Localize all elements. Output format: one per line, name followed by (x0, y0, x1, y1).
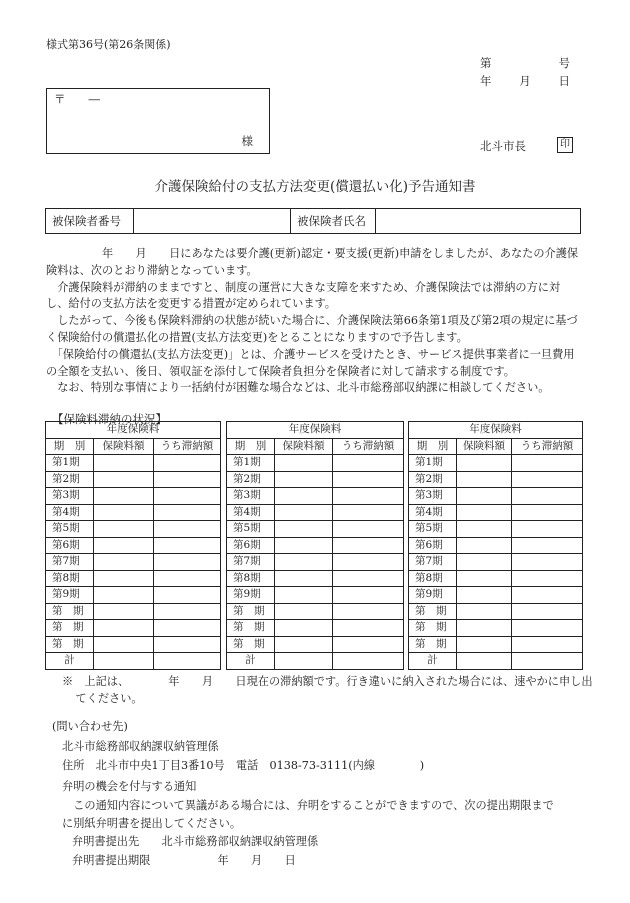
arrears-amount-cell (512, 620, 583, 637)
arrears-amount-cell (154, 636, 221, 653)
premium-amount-cell (94, 471, 154, 488)
recipient-suffix: 様 (241, 134, 253, 148)
period-label: 第3期 (409, 488, 457, 505)
table-row (409, 521, 583, 538)
premium-total-cell (457, 653, 512, 670)
period-label: 第5期 (409, 521, 457, 538)
table-row (409, 636, 583, 653)
premium-amount-cell (457, 504, 512, 521)
period-label: 第 期 (227, 636, 275, 653)
premium-amount-cell (457, 603, 512, 620)
premium-amount-cell (94, 537, 154, 554)
table-row (227, 603, 404, 620)
arrears-amount-cell (512, 603, 583, 620)
recipient-address-box (46, 88, 270, 154)
period-label: 第6期 (227, 537, 275, 554)
table-row (46, 471, 221, 488)
total-label: 計 (409, 653, 457, 670)
postal-code-mark: 〒 ― (54, 92, 100, 106)
period-column-header: 期 別 (227, 438, 275, 455)
arrears-amount-cell (512, 504, 583, 521)
premium-amount-cell (457, 620, 512, 637)
insured-number-label: 被保険者番号 (46, 209, 134, 234)
arrears-amount-cell (512, 455, 583, 472)
arrears-total-cell (512, 653, 583, 670)
table-row (227, 636, 404, 653)
doc-number-prefix: 第 (480, 56, 492, 70)
table-row (46, 537, 221, 554)
period-label: 第8期 (46, 570, 94, 587)
arrears-table-3 (408, 421, 583, 670)
form-number: 様式第36号(第26条関係) (46, 38, 171, 51)
arrears-note: ※ 上記は、 年 月 日現在の滞納額です。行き違いに納入された場合には、速やかに申し出てください。 (62, 675, 593, 705)
premium-amount-cell (275, 570, 333, 587)
premium-amount-cell (94, 521, 154, 538)
table-row (227, 620, 404, 637)
arrears-amount-cell (512, 521, 583, 538)
total-label: 計 (46, 653, 94, 670)
period-label: 第8期 (227, 570, 275, 587)
period-label: 第6期 (409, 537, 457, 554)
insured-name-label: 被保険者氏名 (291, 209, 376, 234)
table-header-row (227, 438, 404, 455)
submission-office: 弁明書提出先 北斗市総務部収納課収納管理係 (72, 835, 319, 848)
premium-total-cell (275, 653, 333, 670)
premium-amount-cell (275, 455, 333, 472)
table-total-row (409, 653, 583, 670)
period-label: 第 期 (409, 603, 457, 620)
doc-number-suffix: 号 (558, 56, 570, 70)
date-year: 年 (480, 74, 492, 88)
premium-amount-cell (94, 488, 154, 505)
table-row (227, 570, 404, 587)
period-label: 第8期 (409, 570, 457, 587)
period-label: 第9期 (227, 587, 275, 604)
premium-amount-cell (457, 570, 512, 587)
premium-amount-cell (94, 620, 154, 637)
premium-amount-cell (457, 471, 512, 488)
hearing-heading: 弁明の機会を付与する通知 (62, 780, 197, 793)
table-row (409, 471, 583, 488)
arrears-amount-cell (333, 488, 404, 505)
fiscal-year-header: 年度保険料 (46, 422, 221, 439)
document-title: 介護保険給付の支払方法変更(償還払い化)予告通知書 (154, 179, 476, 195)
arrears-amount-cell (333, 504, 404, 521)
insured-number-value (134, 209, 291, 234)
period-label: 第3期 (227, 488, 275, 505)
premium-amount-cell (94, 603, 154, 620)
table-row (409, 455, 583, 472)
hearing-text-line2: に別紙弁明書を提出してください。 (62, 817, 242, 830)
table-header-row (46, 422, 221, 439)
arrears-amount-cell (333, 455, 404, 472)
arrears-amount-cell (512, 488, 583, 505)
arrears-amount-cell (333, 603, 404, 620)
premium-amount-cell (457, 488, 512, 505)
premium-amount-cell (275, 488, 333, 505)
table-row (409, 537, 583, 554)
body-paragraph: 介護保険料が滞納のままですと、制度の運営に大きな支障を来すため、介護保険法では滞納の方に対し、給付の支払方法を変更する措置が定められています。 (46, 280, 561, 311)
table-header-row (227, 422, 404, 439)
premium-amount-cell (275, 554, 333, 571)
premium-amount-cell (275, 537, 333, 554)
period-label: 第 期 (46, 636, 94, 653)
premium-amount-cell (275, 504, 333, 521)
arrears-amount-cell (154, 504, 221, 521)
table-row (46, 620, 221, 637)
contact-office: 北斗市総務部収納課収納管理係 (62, 740, 219, 753)
premium-column-header: 保険料額 (94, 438, 154, 455)
arrears-status-heading: 【保険料滞納の状況】 (52, 412, 167, 426)
period-label: 第7期 (227, 554, 275, 571)
arrears-amount-cell (154, 471, 221, 488)
table-row (46, 455, 221, 472)
arrears-amount-cell (333, 521, 404, 538)
table-header-row (409, 438, 583, 455)
arrears-amount-cell (333, 471, 404, 488)
premium-amount-cell (275, 521, 333, 538)
arrears-amount-cell (154, 620, 221, 637)
arrears-column-header: うち滞納額 (154, 438, 221, 455)
arrears-amount-cell (154, 488, 221, 505)
period-label: 第 期 (409, 636, 457, 653)
premium-amount-cell (275, 636, 333, 653)
arrears-table-1 (45, 421, 221, 670)
premium-amount-cell (457, 587, 512, 604)
table-row (227, 455, 404, 472)
period-label: 第4期 (46, 504, 94, 521)
body-paragraph: 「保険給付の償還払(支払方法変更)」とは、介護サービスを受けたとき、サービス提供事業者に一旦費用の全額を支払い、後日、領収証を添付して保険者負担分を保険者に対して請求する制度です。 (46, 347, 575, 378)
period-label: 第7期 (409, 554, 457, 571)
table-row (46, 488, 221, 505)
table-header-row (409, 422, 583, 439)
period-label: 第4期 (409, 504, 457, 521)
period-label: 第 期 (46, 620, 94, 637)
period-label: 第2期 (409, 471, 457, 488)
arrears-amount-cell (512, 471, 583, 488)
arrears-amount-cell (333, 620, 404, 637)
premium-amount-cell (94, 570, 154, 587)
period-label: 第1期 (46, 455, 94, 472)
arrears-amount-cell (333, 537, 404, 554)
insured-name-value (376, 209, 581, 234)
premium-amount-cell (275, 620, 333, 637)
submission-deadline: 弁明書提出期限 年 月 日 (72, 854, 296, 867)
arrears-amount-cell (512, 570, 583, 587)
period-label: 第5期 (227, 521, 275, 538)
premium-amount-cell (457, 554, 512, 571)
premium-amount-cell (94, 636, 154, 653)
table-row (409, 488, 583, 505)
hearing-text-line1: この通知内容について異議がある場合には、弁明をすることができますので、次の提出期限まで (62, 799, 554, 812)
table-row (46, 570, 221, 587)
table-total-row (46, 653, 221, 670)
premium-total-cell (94, 653, 154, 670)
period-label: 第 期 (409, 620, 457, 637)
period-label: 第7期 (46, 554, 94, 571)
official-seal: 印 (557, 137, 573, 153)
premium-amount-cell (94, 455, 154, 472)
arrears-amount-cell (154, 521, 221, 538)
period-label: 第9期 (46, 587, 94, 604)
table-row (46, 521, 221, 538)
arrears-total-cell (333, 653, 404, 670)
date-month: 月 (519, 74, 531, 88)
arrears-amount-cell (154, 537, 221, 554)
arrears-amount-cell (512, 636, 583, 653)
period-label: 第3期 (46, 488, 94, 505)
body-paragraph: したがって、今後も保険料滞納の状態が続いた場合に、介護保険法第66条第1項及び第2項の規定に基づく保険給付の償還払化の措置(支払方法変更)をとることになりますので予告します。 (46, 314, 578, 344)
table-row (409, 603, 583, 620)
table-row (409, 504, 583, 521)
period-label: 第 期 (227, 603, 275, 620)
arrears-amount-cell (154, 603, 221, 620)
period-label: 第9期 (409, 587, 457, 604)
arrears-table-2 (226, 421, 404, 670)
table-row (227, 504, 404, 521)
table-row (409, 554, 583, 571)
premium-amount-cell (94, 504, 154, 521)
arrears-column-header: うち滞納額 (512, 438, 583, 455)
period-label: 第2期 (46, 471, 94, 488)
table-row (46, 603, 221, 620)
table-row (227, 537, 404, 554)
premium-amount-cell (457, 521, 512, 538)
table-row (409, 570, 583, 587)
notice-body (46, 246, 581, 397)
table-row (409, 587, 583, 604)
arrears-amount-cell (154, 570, 221, 587)
table-row (227, 521, 404, 538)
table-row (46, 587, 221, 604)
premium-amount-cell (275, 587, 333, 604)
arrears-amount-cell (333, 587, 404, 604)
period-label: 第 期 (46, 603, 94, 620)
period-label: 第1期 (409, 455, 457, 472)
period-label: 第2期 (227, 471, 275, 488)
premium-amount-cell (275, 603, 333, 620)
arrears-amount-cell (154, 554, 221, 571)
premium-column-header: 保険料額 (457, 438, 512, 455)
period-label: 第1期 (227, 455, 275, 472)
body-paragraph: なお、特別な事情により一括納付が困難な場合などは、北斗市総務部収納課に相談してください。 (46, 381, 550, 395)
period-label: 第6期 (46, 537, 94, 554)
arrears-amount-cell (333, 570, 404, 587)
arrears-amount-cell (333, 636, 404, 653)
body-paragraph: 年 月 日にあなたは要介護(更新)認定・要支援(更新)申請をしましたが、あなたの介護保険料は、次のとおり滞納となっています。 (46, 247, 579, 277)
premium-amount-cell (94, 554, 154, 571)
table-row (409, 620, 583, 637)
insured-person-table (45, 208, 581, 234)
table-row (46, 504, 221, 521)
total-label: 計 (227, 653, 275, 670)
arrears-amount-cell (512, 554, 583, 571)
premium-amount-cell (94, 587, 154, 604)
contact-address: 住所 北斗市中央1丁目3番10号 電話 0138-73-3111(内線 ) (62, 759, 425, 772)
premium-amount-cell (275, 471, 333, 488)
table-row (227, 587, 404, 604)
table-header-row (46, 438, 221, 455)
period-column-header: 期 別 (409, 438, 457, 455)
document-number-date (480, 54, 570, 90)
table-row (46, 636, 221, 653)
premium-amount-cell (457, 636, 512, 653)
premium-column-header: 保険料額 (275, 438, 333, 455)
arrears-amount-cell (154, 587, 221, 604)
fiscal-year-header: 年度保険料 (227, 422, 404, 439)
table-row (46, 554, 221, 571)
arrears-amount-cell (512, 587, 583, 604)
arrears-column-header: うち滞納額 (333, 438, 404, 455)
premium-amount-cell (457, 455, 512, 472)
date-day: 日 (558, 74, 570, 88)
period-column-header: 期 別 (46, 438, 94, 455)
arrears-amount-cell (154, 455, 221, 472)
issuer-name: 北斗市長 (480, 139, 526, 153)
arrears-total-cell (154, 653, 221, 670)
arrears-amount-cell (512, 537, 583, 554)
table-total-row (227, 653, 404, 670)
table-row (227, 488, 404, 505)
period-label: 第4期 (227, 504, 275, 521)
period-label: 第5期 (46, 521, 94, 538)
contact-heading: (問い合わせ先) (52, 720, 128, 733)
premium-amount-cell (457, 537, 512, 554)
arrears-amount-cell (333, 554, 404, 571)
table-row (227, 554, 404, 571)
period-label: 第 期 (227, 620, 275, 637)
table-row (227, 471, 404, 488)
fiscal-year-header: 年度保険料 (409, 422, 583, 439)
